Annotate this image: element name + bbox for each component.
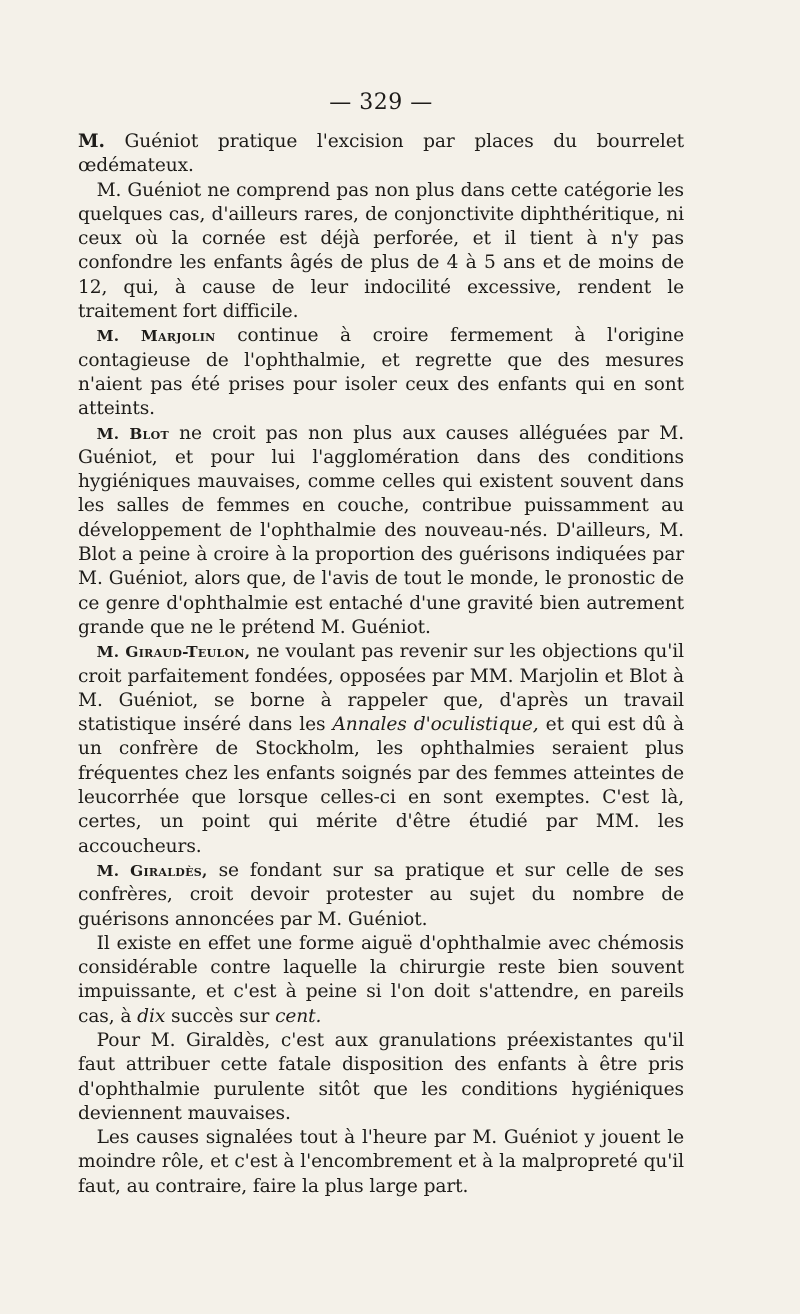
paragraph-9: [78, 1126, 684, 1199]
document-page: [78, 88, 684, 1199]
speaker-name: M. Giraud-Teulon,: [96, 643, 251, 662]
paragraph-text: M. Guéniot ne comprend pas non plus dans cette catégorie les quelques cas, d'ailleurs rares, de conjonctivite diphthéritique, ni ceux où la cornée est déjà perforée, et il tient à n'y pas confondre les enfants âgés de plus de 4 à 5 ans et de moins de 12, qui, à cause de leur indocilité excessive, rendent le traitement fort difficile.: [78, 179, 684, 323]
paragraph-3: [78, 324, 684, 421]
paragraph-text: Les causes signalées tout à l'heure par M. Guéniot y jouent le moindre rôle, et c'est à l'encombrement et à la malpropreté qu'il faut, au contraire, faire la plus large part.: [78, 1127, 684, 1197]
paragraph-1: [78, 130, 684, 179]
italic-word: dix: [137, 1005, 166, 1027]
paragraph-text: Pour M. Giraldès, c'est aux granulations préexistantes qu'il faut attribuer cette fatale disposition des enfants à être pris d'ophthalmie purulente sitôt que les conditions hygiéniques deviennent mauvaises.: [78, 1029, 684, 1124]
paragraph-text: Guéniot pratique l'excision par places du bourrelet œdémateux.: [78, 131, 685, 177]
speaker-name: M. Giraldès,: [96, 861, 208, 880]
paragraph-text: ne croit pas non plus aux causes alléguées par M. Guéniot, et pour lui l'agglomération dans des conditions hygiéniques mauvaises, comme celles qui existent souvent dans les salles de femmes en couche, contribue puissamment au développement de l'ophthalmie des nouveau-nés. D'ailleurs, M. Blot a peine à croire à la proportion des guérisons indiquées par M. Guéniot, alors que, de l'avis de tout le monde, le pronostic de ce genre d'ophthalmie est entaché d'une gravité bien autrement grande que ne le prétend M. Guéniot.: [78, 422, 684, 638]
paragraph-text: et qui est dû à un confrère de Stockholm, les ophthalmies seraient plus fréquentes chez les enfants soignés par des femmes atteintes de leucorrhée que lorsque celles-ci en sont exemptes. C'est là, certes, un point qui mérite d'être étudié par MM. les accoucheurs.: [78, 714, 685, 857]
paragraph-text: se fondant sur sa pratique et sur celle de ses confrères, croit devoir protester au sujet du nombre de guérisons annoncées par M. Guéniot.: [78, 859, 684, 930]
paragraph-6: [78, 859, 684, 932]
page-number: — 329 —: [329, 90, 433, 115]
journal-title: Annales d'oculistique,: [332, 714, 539, 736]
paragraph-2: [78, 179, 684, 325]
speaker-name: M. Marjolin: [96, 327, 216, 346]
speaker-name: M. Blot: [96, 424, 169, 443]
paragraph-text: continue à croire fermement à l'origine contagieuse de l'ophthalmie, et regrette que des mesures n'aient pas été prises pour isoler ceux des enfants qui en sont atteints.: [78, 325, 684, 420]
paragraph-4: [78, 422, 684, 641]
paragraph-8: [78, 1029, 684, 1126]
paragraph-5: [78, 640, 684, 859]
paragraph-text: ne voulant pas revenir sur les objections qu'il croit parfaitement fondées, opposées par MM. Marjolin et Blot à M. Guéniot, se borne à rappeler que, d'après un travail statistique inséré dans les: [78, 641, 685, 736]
paragraph-7: [78, 932, 684, 1029]
paragraph-text: succès sur: [171, 1005, 270, 1027]
speaker-name: M.: [78, 131, 105, 152]
paragraph-text: Il existe en effet une forme aiguë d'ophthalmie avec chémosis considérable contre laquelle la chirurgie reste bien souvent impuissante, et c'est à peine si l'on doit s'attendre, en pareils cas, à: [78, 932, 684, 1027]
italic-word: cent.: [275, 1005, 322, 1027]
